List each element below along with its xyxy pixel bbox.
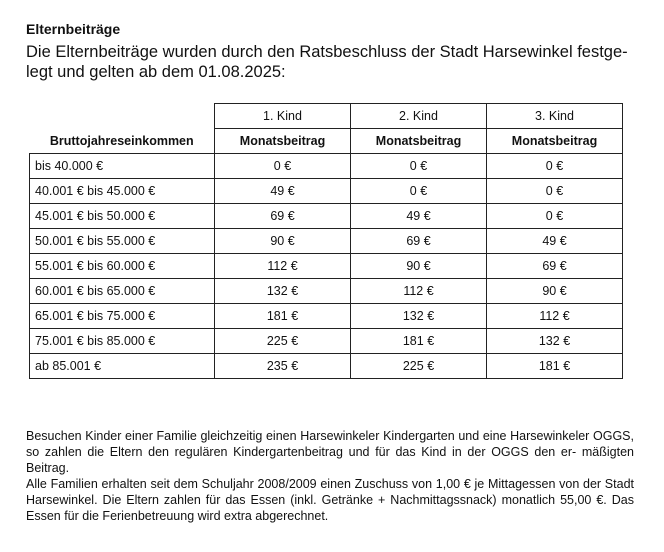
notes-section [26, 428, 634, 524]
header-spacer [30, 104, 215, 129]
intro-text: Die Elternbeiträge wurden durch den Ratsbeschluss der Stadt Harsewinkel festge- legt und gelten ab dem 01.08.2025: [26, 43, 628, 81]
table-row [30, 154, 623, 179]
income-bracket: 40.001 € bis 45.000 € [30, 179, 215, 204]
fee-kid-2: 49 € [351, 204, 487, 229]
fee-kid-1: 225 € [215, 329, 351, 354]
fee-kid-1: 112 € [215, 254, 351, 279]
fee-table-header [30, 104, 623, 154]
table-row [30, 179, 623, 204]
fee-kid-2: 225 € [351, 354, 487, 379]
fee-kid-3: 49 € [487, 229, 623, 254]
fee-kid-1: 49 € [215, 179, 351, 204]
fee-kid-3: 0 € [487, 204, 623, 229]
header-monthly-fee-1: Monatsbeitrag [215, 129, 351, 154]
fee-kid-2: 69 € [351, 229, 487, 254]
fee-kid-2: 90 € [351, 254, 487, 279]
fee-kid-1: 235 € [215, 354, 351, 379]
fee-kid-2: 181 € [351, 329, 487, 354]
fee-kid-1: 69 € [215, 204, 351, 229]
income-bracket: 65.001 € bis 75.000 € [30, 304, 215, 329]
kid-header-row [30, 104, 623, 129]
table-row [30, 304, 623, 329]
fee-kid-3: 112 € [487, 304, 623, 329]
fee-kid-1: 0 € [215, 154, 351, 179]
fee-table-body [30, 154, 623, 379]
fee-kid-3: 181 € [487, 354, 623, 379]
income-bracket: 60.001 € bis 65.000 € [30, 279, 215, 304]
header-kid-1: 1. Kind [215, 104, 351, 129]
fee-kid-2: 0 € [351, 179, 487, 204]
sub-header-row [30, 129, 623, 154]
header-kid-3: 3. Kind [487, 104, 623, 129]
table-row [30, 254, 623, 279]
fee-kid-3: 132 € [487, 329, 623, 354]
fee-kid-3: 90 € [487, 279, 623, 304]
income-bracket: 45.001 € bis 50.000 € [30, 204, 215, 229]
page-heading: Elternbeiträge [26, 21, 121, 37]
fee-kid-3: 0 € [487, 179, 623, 204]
note-lunch-subsidy: Alle Familien erhalten seit dem Schuljahr 2008/2009 einen Zuschuss von 1,00 € je Mittagessen von der Stadt Harsewinkel. Die Eltern zahlen für das Essen (inkl. Getränke + Nachmittagssnack) monatlich 55,00 €. Das Essen für die Ferienbetreuung wird extra abgerechnet. [26, 477, 634, 523]
table-row [30, 229, 623, 254]
fee-kid-1: 132 € [215, 279, 351, 304]
header-monthly-fee-3: Monatsbeitrag [487, 129, 623, 154]
header-income: Bruttojahreseinkommen [49, 133, 194, 148]
fee-kid-2: 132 € [351, 304, 487, 329]
table-row [30, 204, 623, 229]
table-row [30, 354, 623, 379]
income-bracket: 50.001 € bis 55.000 € [30, 229, 215, 254]
fee-table [29, 103, 623, 379]
fee-kid-3: 69 € [487, 254, 623, 279]
income-bracket: 75.001 € bis 85.000 € [30, 329, 215, 354]
table-row [30, 279, 623, 304]
fee-kid-2: 112 € [351, 279, 487, 304]
fee-kid-2: 0 € [351, 154, 487, 179]
fee-kid-1: 90 € [215, 229, 351, 254]
header-monthly-fee-2: Monatsbeitrag [351, 129, 487, 154]
note-sibling-discount: Besuchen Kinder einer Familie gleichzeitig einen Harsewinkeler Kindergarten und eine Harsewinkeler OGGS, so zahlen die Eltern den regulären Kindergartenbeitrag und für das Kind in der OGGS den er- mäßigten Beitrag. [26, 429, 634, 475]
fee-kid-3: 0 € [487, 154, 623, 179]
income-bracket: bis 40.000 € [30, 154, 215, 179]
header-kid-2: 2. Kind [351, 104, 487, 129]
income-bracket: ab 85.001 € [30, 354, 215, 379]
income-bracket: 55.001 € bis 60.000 € [30, 254, 215, 279]
fee-kid-1: 181 € [215, 304, 351, 329]
table-row [30, 329, 623, 354]
